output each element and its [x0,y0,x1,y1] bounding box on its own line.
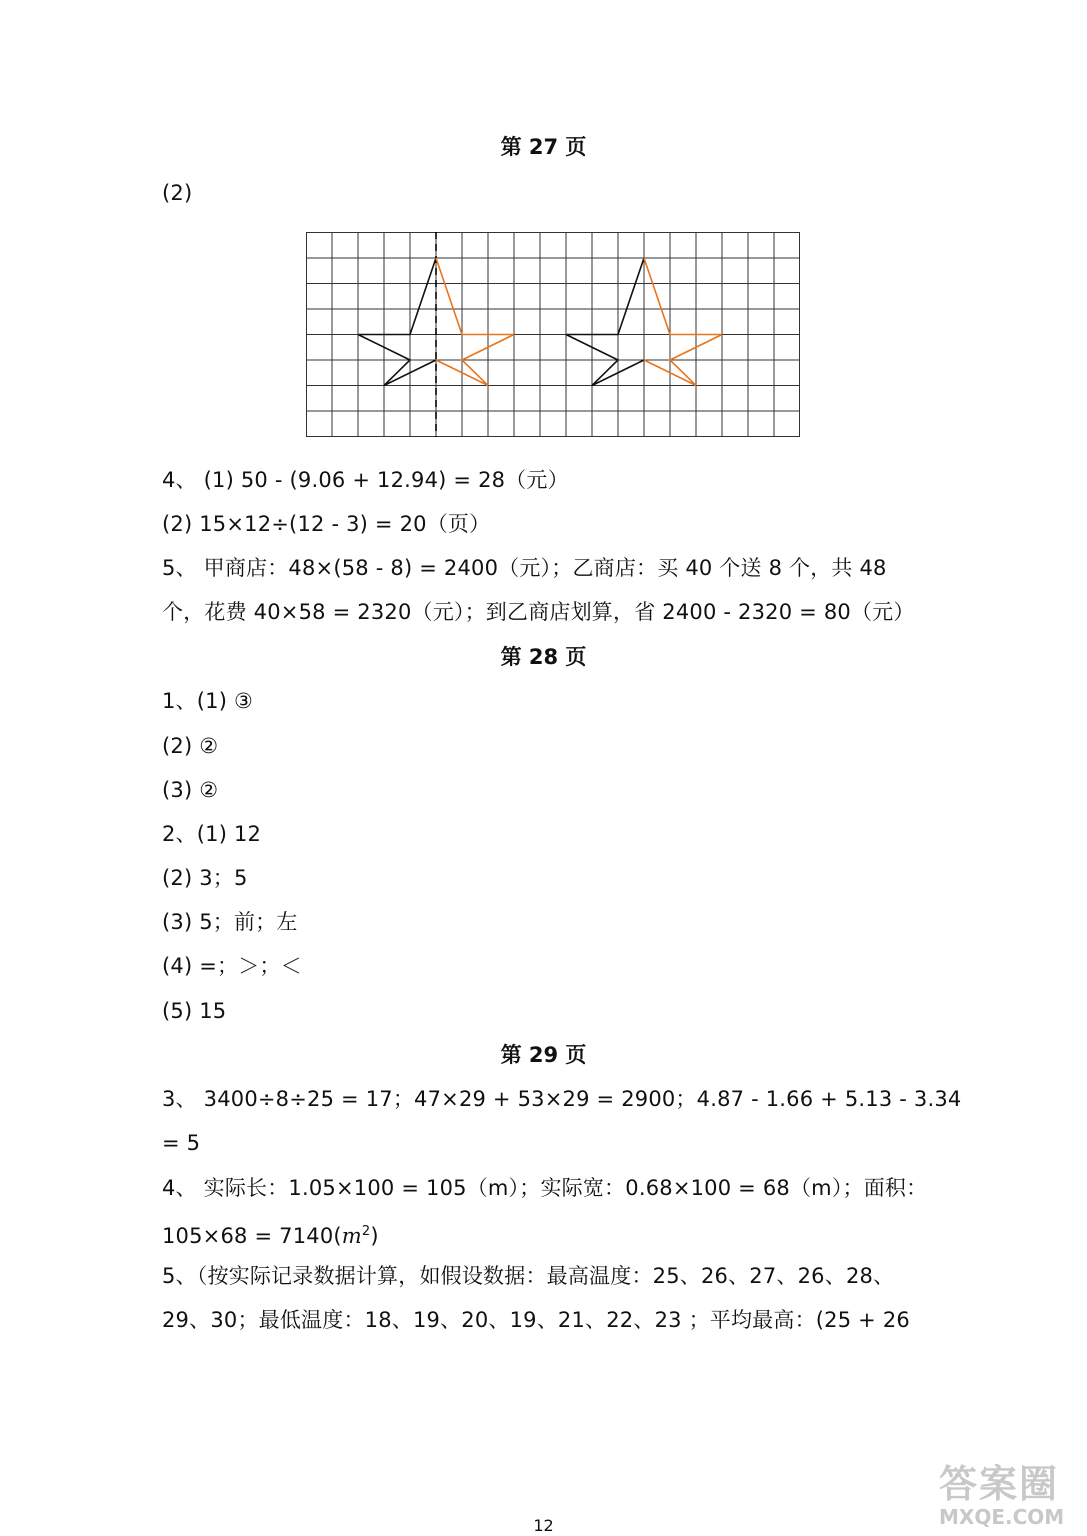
answer-label-2: (2) [162,181,193,205]
answer-4-1: 4、 (1) 50 - (9.06 + 12.94) = 28（元） [162,468,569,492]
p29-answer-4-line1: 4、 实际长：1.05×100 = 105（m）；实际宽：0.68×100 = 68（m）；面积： [162,1176,928,1200]
watermark-url: MXQE.COM [939,1505,1065,1529]
star-grid-svg [306,232,800,438]
p28-answer-2-1: 2、(1) 12 [162,822,262,846]
p29-answer-5-line2: 29、30；最低温度：18、19、20、19、21、22、23 ；平均最高：(25 + 26 [162,1308,910,1332]
p28-answer-2-3: (3) 5；前；左 [162,910,298,934]
answer-5-line2: 个，花费 40×58 = 2320（元）；到乙商店划算，省 2400 - 2320 = 80（元） [162,600,915,624]
p28-answer-2-4: (4) =；＞；＜ [162,954,302,978]
p28-answer-2-5: (5) 15 [162,999,227,1023]
symmetry-grid-figure [306,232,800,442]
p29-answer-3-line1: 3、 3400÷8÷25 = 17；47×29 + 53×29 = 2900；4.87 - 1.66 + 5.13 - 3.34 [162,1087,962,1111]
area-unit-m: m [341,1224,362,1248]
p28-answer-1-3: (3) ② [162,778,219,802]
star-right-half-reflected [436,258,514,386]
star2-right-half-reflected [644,258,722,386]
page-29-heading: 第 29 页 [500,1043,587,1067]
area-close-paren: ) [370,1224,379,1248]
p28-answer-1-1: 1、(1) ③ [162,689,254,713]
p28-answer-1-2: (2) ② [162,734,219,758]
p29-answer-4-line2 [162,1217,379,1251]
page-28-heading: 第 28 页 [500,645,587,669]
answer-4-2: (2) 15×12÷(12 - 3) = 20（页） [162,512,491,536]
page-number: 12 [533,1516,554,1535]
page-27-heading: 第 27 页 [500,135,587,159]
p29-answer-5-line1: 5、（按实际记录数据计算，如假设数据：最高温度：25、26、27、26、28、 [162,1264,895,1288]
star2-left-half-original [566,258,644,386]
p29-answer-3-line2: = 5 [162,1131,201,1155]
area-expression: 105×68 = 7140( [162,1224,342,1248]
area-unit-exponent: 2 [361,1224,371,1239]
watermark-chinese: 答案圈 [939,1462,1060,1506]
answer-5-line1: 5、 甲商店：48×(58 - 8) = 2400（元）；乙商店：买 40 个送 8 个，共 48 [162,556,887,580]
star-left-half-original [358,258,436,386]
p28-answer-2-2: (2) 3；5 [162,866,248,890]
